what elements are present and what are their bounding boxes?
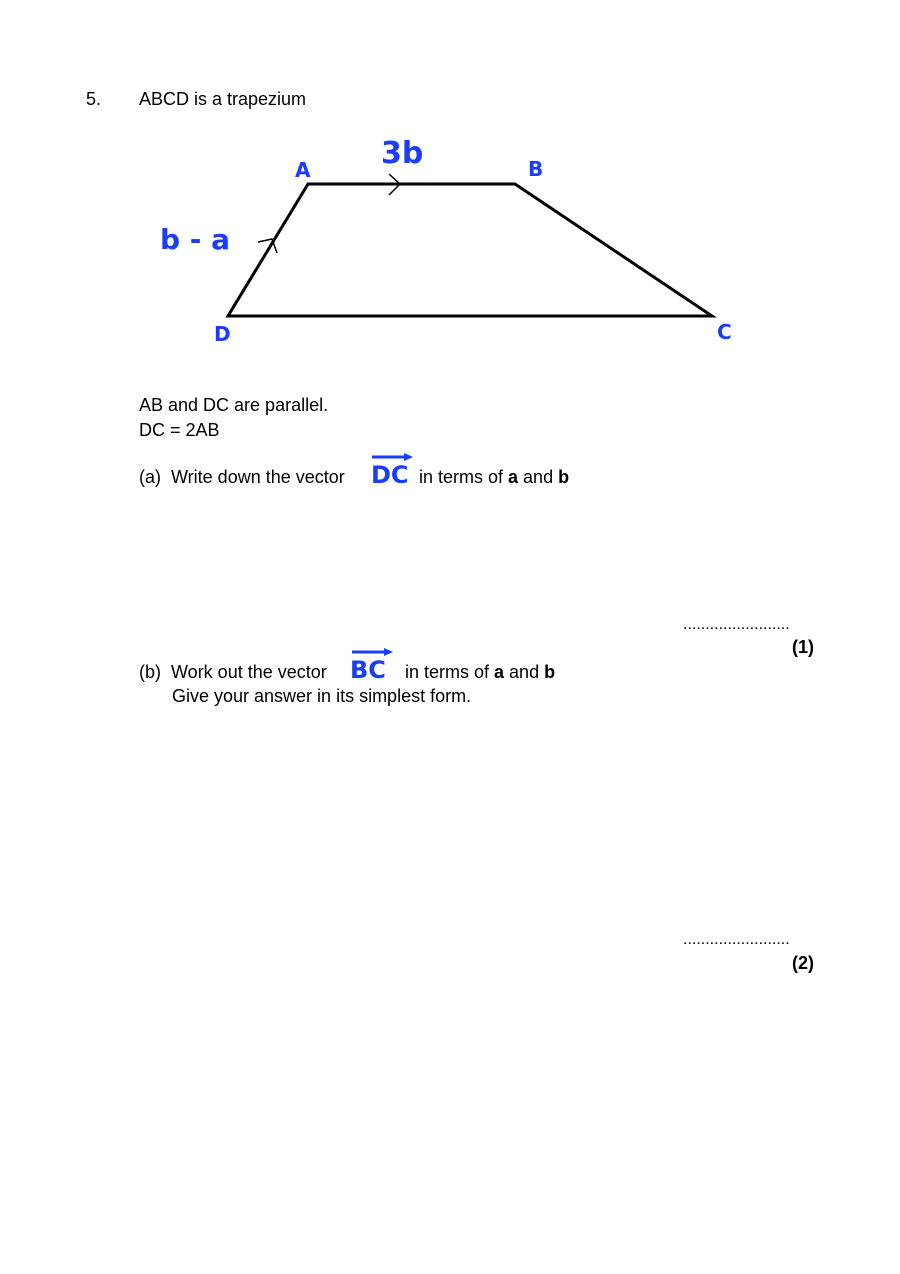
trapezium-shape <box>228 184 712 316</box>
vector-dc-label: DC <box>371 461 409 489</box>
vector-bc-label: BC <box>350 656 386 684</box>
ab-vector-label: 3b <box>381 136 424 171</box>
part-b-terms-text: in terms of <box>405 662 495 682</box>
part-a-answer-line[interactable]: ........................ <box>683 616 790 633</box>
question-number: 5. <box>86 89 102 109</box>
part-b-and: and <box>504 662 545 682</box>
question-title: ABCD is a trapezium <box>139 89 307 109</box>
part-b-text: Work out the vector <box>171 662 327 682</box>
part-a-bold-b: b <box>558 467 570 487</box>
part-a-bold-a: a <box>508 467 519 487</box>
part-b-bold-b: b <box>544 662 556 682</box>
part-a-question <box>139 467 345 488</box>
part-b-instruction: Give your answer in its simplest form. <box>172 686 472 706</box>
part-a-terms <box>419 467 569 488</box>
vertex-label-d: D <box>214 322 231 346</box>
trapezium-diagram <box>140 130 780 380</box>
part-b-answer-line[interactable]: ........................ <box>683 931 790 948</box>
part-b-marks: (2) <box>792 953 814 973</box>
part-a-and: and <box>518 467 559 487</box>
part-a-marks: (1) <box>792 637 814 657</box>
part-a-label: (a) <box>139 467 161 487</box>
part-b-bold-a: a <box>494 662 505 682</box>
info-ratio: DC = 2AB <box>139 420 220 440</box>
part-a-text: Write down the vector <box>171 467 345 487</box>
vertex-label-b: B <box>528 157 544 181</box>
part-b-terms <box>405 662 555 683</box>
part-b-label: (b) <box>139 662 161 682</box>
vertex-label-a: A <box>295 158 311 182</box>
info-parallel: AB and DC are parallel. <box>139 395 329 415</box>
part-b-question <box>139 662 327 683</box>
vertex-label-c: C <box>717 320 732 344</box>
da-vector-label: b - a <box>160 223 231 256</box>
part-a-terms-text: in terms of <box>419 467 509 487</box>
